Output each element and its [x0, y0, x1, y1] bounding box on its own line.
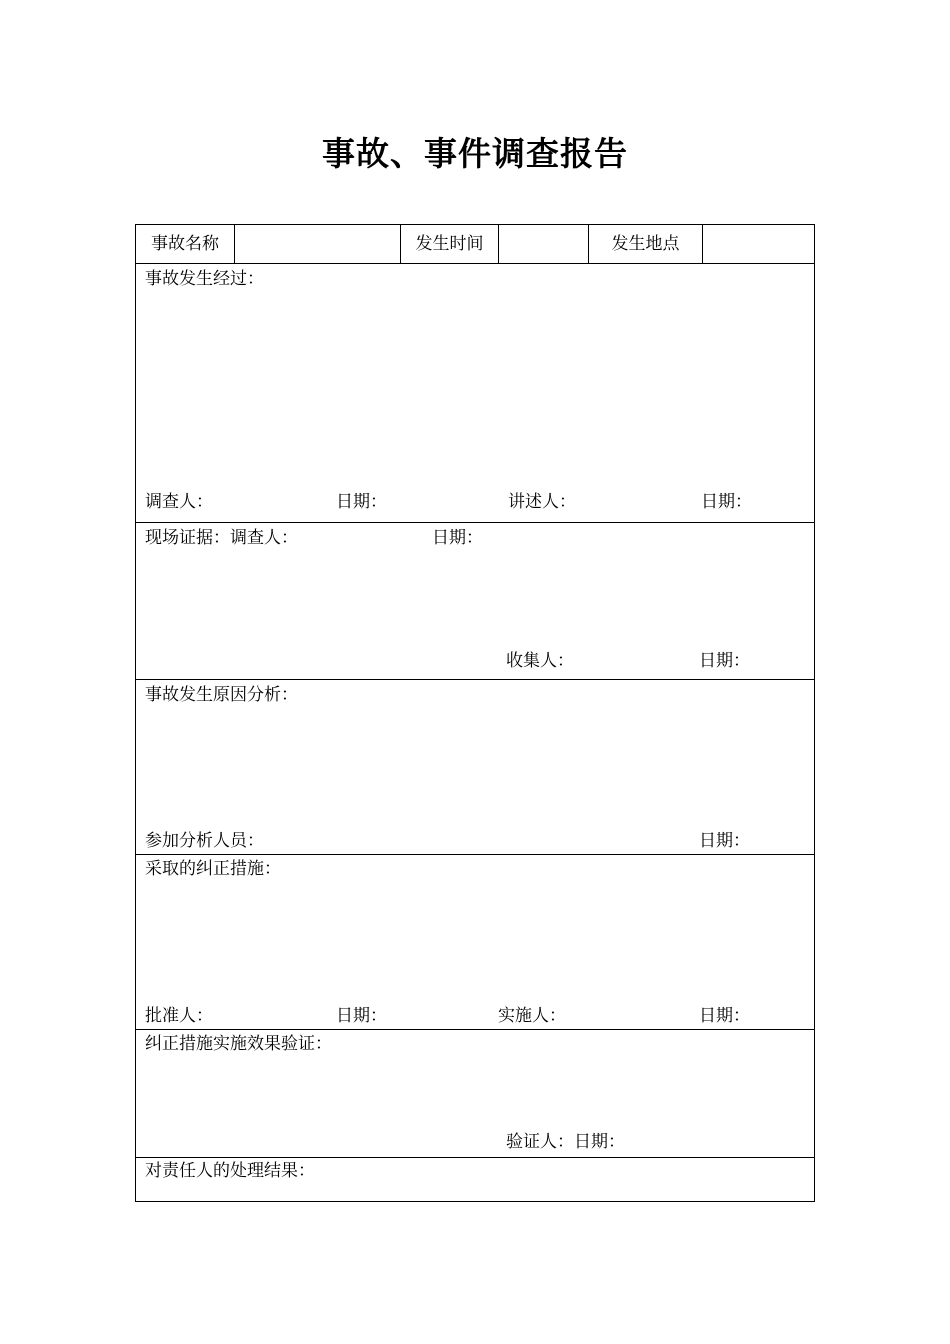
verification-label: 纠正措施实施效果验证：: [145, 1034, 332, 1054]
report-form: [135, 224, 815, 1202]
verification-section[interactable]: [136, 1029, 814, 1157]
investigator-label: 调查人：: [145, 492, 213, 512]
participants-label: 参加分析人员：: [145, 831, 264, 851]
accident-name-field[interactable]: [234, 225, 400, 263]
process-date-label: 日期：: [336, 492, 387, 512]
handling-label: 对责任人的处理结果：: [145, 1161, 315, 1181]
evidence-section[interactable]: [136, 522, 814, 679]
occurrence-time-field[interactable]: [498, 225, 588, 263]
cause-section[interactable]: [136, 679, 814, 854]
measures-section[interactable]: [136, 854, 814, 1029]
verifier-label: 验证人：日期：: [506, 1132, 625, 1152]
occurrence-time-label: 发生时间: [400, 225, 498, 263]
implementer-label: 实施人：: [498, 1006, 566, 1026]
evidence-label: 现场证据：调查人：: [145, 528, 298, 548]
measures-label: 采取的纠正措施：: [145, 859, 281, 879]
occurrence-place-field[interactable]: [702, 225, 814, 263]
collector-date-label: 日期：: [699, 651, 750, 671]
cause-date-label: 日期：: [699, 831, 750, 851]
process-label: 事故发生经过：: [145, 269, 264, 289]
implementer-date-label: 日期：: [699, 1006, 750, 1026]
narrator-label: 讲述人：: [508, 492, 576, 512]
evidence-date-label: 日期：: [432, 528, 483, 548]
process-section[interactable]: [136, 263, 814, 522]
accident-name-label: 事故名称: [151, 234, 219, 254]
approver-date-label: 日期：: [336, 1006, 387, 1026]
page-title: 事故、事件调查报告: [322, 134, 628, 173]
narrator-date-label: 日期：: [701, 492, 752, 512]
approver-label: 批准人：: [145, 1006, 213, 1026]
collector-label: 收集人：: [506, 651, 574, 671]
cause-label: 事故发生原因分析：: [145, 685, 298, 705]
header-row: [136, 225, 814, 263]
occurrence-place-label: 发生地点: [588, 225, 702, 263]
handling-section[interactable]: [136, 1157, 814, 1201]
